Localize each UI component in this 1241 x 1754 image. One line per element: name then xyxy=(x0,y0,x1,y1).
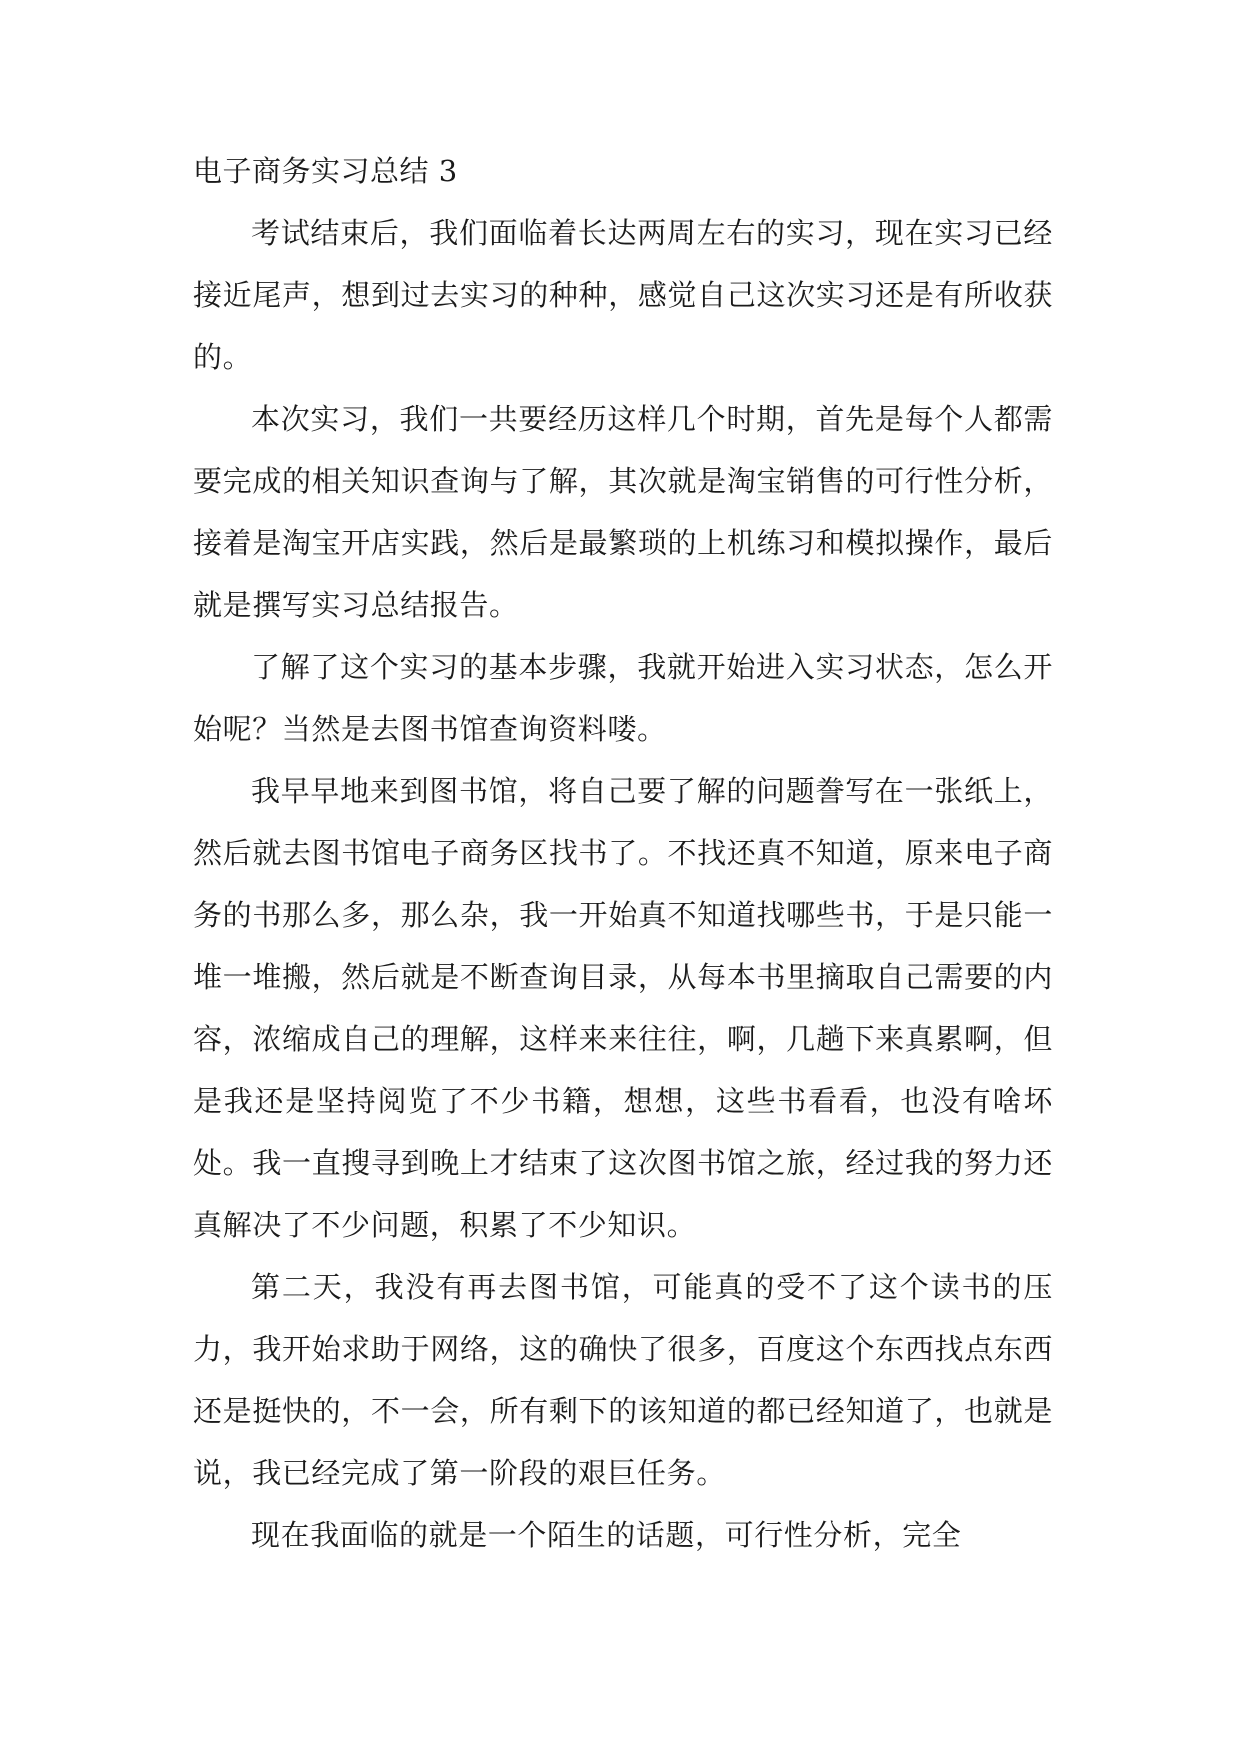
paragraph-2: 本次实习，我们一共要经历这样几个时期，首先是每个人都需要完成的相关知识查询与了解，其次就是淘宝销售的可行性分析，接着是淘宝开店实践，然后是最繁琐的上机练习和模拟操作，最后就是撰写实习总结报告。 xyxy=(193,402,1053,622)
document-title: 电子商务实习总结 3 xyxy=(193,154,458,188)
paragraph-1: 考试结束后，我们面临着长达两周左右的实习，现在实习已经接近尾声，想到过去实习的种种，感觉自己这次实习还是有所收获的。 xyxy=(193,216,1053,374)
paragraph-6: 现在我面临的就是一个陌生的话题，可行性分析，完全 xyxy=(251,1518,962,1552)
paragraph-4: 我早早地来到图书馆，将自己要了解的问题誊写在一张纸上，然后就去图书馆电子商务区找书了。不找还真不知道，原来电子商务的书那么多，那么杂，我一开始真不知道找哪些书，于是只能一堆一堆搬，然后就是不断查询目录，从每本书里摘取自己需要的内容，浓缩成自己的理解，这样来来往往，啊，几趟下来真累啊，但是我还是坚持阅览了不少书籍，想想，这些书看看，也没有啥坏处。我一直搜寻到晚上才结束了这次图书馆之旅，经过我的努力还真解决了不少问题，积累了不少知识。 xyxy=(193,774,1053,1242)
paragraph-5: 第二天，我没有再去图书馆，可能真的受不了这个读书的压力，我开始求助于网络，这的确快了很多，百度这个东西找点东西还是挺快的，不一会，所有剩下的该知道的都已经知道了，也就是说，我已经完成了第一阶段的艰巨任务。 xyxy=(193,1270,1053,1490)
paragraph-3: 了解了这个实习的基本步骤，我就开始进入实习状态，怎么开始呢？当然是去图书馆查询资料喽。 xyxy=(193,650,1053,746)
document-page xyxy=(193,140,1053,1566)
